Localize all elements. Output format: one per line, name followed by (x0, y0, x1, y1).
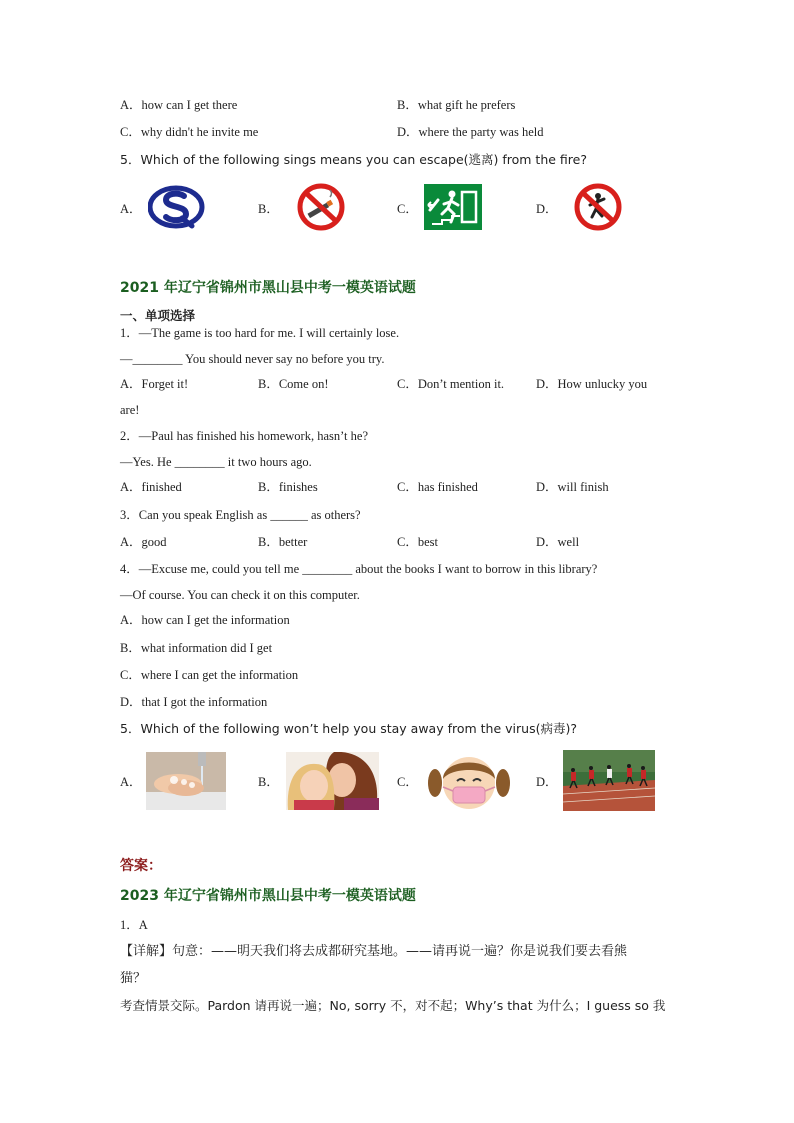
option-c: C．where I can get the information (120, 668, 299, 682)
option-a: A．finished (120, 480, 182, 494)
option-a: A． (120, 775, 142, 789)
no-smoking-sign-image (292, 183, 350, 231)
option-d: D．How unlucky you (536, 377, 648, 391)
option-b: B．finishes (258, 480, 318, 494)
option-b: B．what information did I get (120, 641, 273, 655)
option-a: A． (120, 202, 142, 216)
question-1-line1: 1．—The game is too hard for me. I will certainly lose. (120, 326, 400, 340)
option-a: A．how can I get the information (120, 613, 290, 627)
option-b: B．what gift he prefers (397, 98, 516, 112)
option-d: D． (536, 775, 558, 789)
answer-detail-line3: 考查情景交际。Pardon 请再说一遍；No, sorry 不，对不起；Why’s that 为什么；I guess so 我 (120, 998, 666, 1013)
question-2-line1: 2．—Paul has finished his homework, hasn’t he? (120, 429, 368, 443)
exam-2021-title: 2021 年辽宁省锦州市黑山县中考一模英语试题 (120, 280, 416, 296)
question-3-line1: 3．Can you speak English as ______ as others? (120, 508, 361, 522)
emergency-exit-sign-image (424, 184, 482, 230)
option-d: D．well (536, 535, 580, 549)
question-2-line2: —Yes. He ________ it two hours ago. (120, 455, 312, 469)
answer-item-1: 1．A (120, 918, 148, 932)
answer-detail-line2: 猫？ (120, 971, 147, 986)
answer-detail-line1: 【详解】句意：——明天我们将去成都研究基地。——请再说一遍？你是说我们要去看熊 (120, 944, 628, 959)
option-d: D．where the party was held (397, 125, 544, 139)
option-a: A．Forget it! (120, 377, 189, 391)
option-c: C．Don’t mention it. (397, 377, 505, 391)
option-c: C．best (397, 535, 438, 549)
quality-s-logo-image (148, 184, 206, 230)
option-d: D． (536, 202, 558, 216)
people-running-image (563, 750, 655, 811)
option-a: A．how can I get there (120, 98, 238, 112)
option-d-continued: are! (120, 403, 140, 417)
question-4-line2: —Of course. You can check it on this computer. (120, 588, 360, 602)
option-b: B．Come on! (258, 377, 329, 391)
answers-exam-title: 2023 年辽宁省锦州市黑山县中考一模英语试题 (120, 888, 416, 904)
option-c: C．why didn't he invite me (120, 125, 259, 139)
girl-wearing-mask-image (425, 749, 513, 811)
mother-kissing-child-image (286, 752, 379, 810)
option-b: B．better (258, 535, 308, 549)
answers-label: 答案： (120, 858, 162, 874)
no-pushing-sign-image (568, 183, 628, 231)
option-a: A．good (120, 535, 167, 549)
question-4-line1: 4．—Excuse me, could you tell me ________ about the books I want to borrow in this library? (120, 562, 598, 576)
option-b: B． (258, 775, 279, 789)
question-5-line1: 5．Which of the following won’t help you stay away from the virus(病毒)? (120, 721, 577, 736)
section-heading: 一、单项选择 (120, 308, 196, 323)
question-1-line2: —________ You should never say no before you try. (120, 352, 385, 366)
option-c: C． (397, 775, 418, 789)
option-b: B． (258, 202, 279, 216)
option-c: C．has finished (397, 480, 478, 494)
option-c: C． (397, 202, 418, 216)
question-5-stem: 5．Which of the following sings means you can escape(逃离) from the fire? (120, 152, 587, 167)
option-d: D．that I got the information (120, 695, 268, 709)
hand-washing-image (146, 752, 226, 810)
option-d: D．will finish (536, 480, 609, 494)
